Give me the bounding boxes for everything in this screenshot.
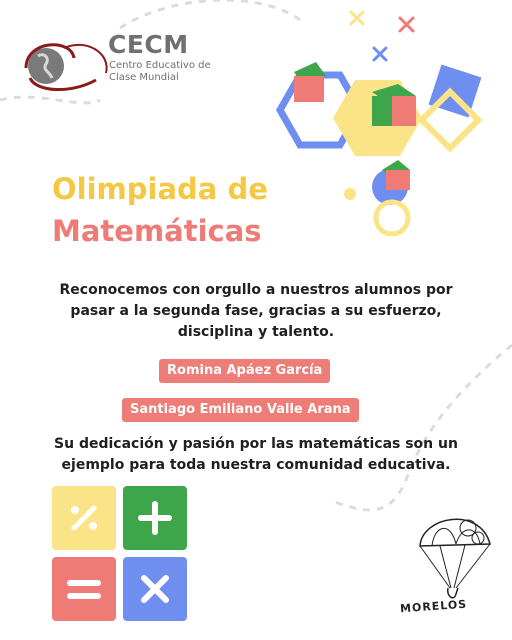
- cube-shape: [372, 84, 416, 126]
- plus-tile: [123, 486, 187, 550]
- title-line1: Olimpiada de: [52, 172, 268, 206]
- multiply-tile: [123, 557, 187, 621]
- parachute-logo-icon: [410, 506, 500, 606]
- cross-blue-icon: [374, 48, 386, 60]
- globe-logo-icon: [16, 28, 116, 98]
- cross-yellow-icon: [351, 12, 363, 24]
- equals-tile: [52, 557, 116, 621]
- brand-name: CECM: [108, 30, 189, 59]
- intro-line2: pasar a la segunda fase, gracias a su esfuerzo,: [70, 303, 442, 319]
- cube-shape: [294, 62, 326, 102]
- intro-line3: disciplina y talento.: [177, 324, 335, 340]
- circle-yellow-small-shape: [344, 188, 356, 200]
- plus-icon: [123, 486, 187, 550]
- student-name-badge: Romina Apáez García: [159, 359, 330, 383]
- equals-icon: [52, 557, 116, 621]
- diamond-shape: [429, 65, 482, 118]
- cube-shape: [382, 160, 410, 190]
- closing-line1: Su dedicación y pasión por las matemáticas son un: [54, 436, 458, 452]
- percent-icon: [52, 486, 116, 550]
- cross-coral-icon: [400, 18, 413, 31]
- brand-tagline-line1: Centro Educativo de: [109, 60, 211, 71]
- circle-yellow-ring-shape: [376, 202, 408, 234]
- multiply-icon: [123, 557, 187, 621]
- closing-line2: ejemplo para toda nuestra comunidad educativa.: [61, 457, 451, 473]
- student-name-badge: Santiago Emiliano Valle Arana: [122, 398, 359, 422]
- intro-line1: Reconocemos con orgullo a nuestros alumnos por: [59, 282, 453, 298]
- brand-tagline-line2: Clase Mundial: [109, 72, 179, 83]
- title-line2: Matemáticas: [52, 214, 262, 248]
- morelos-logo-text: MORELOS: [399, 597, 468, 616]
- percent-tile: [52, 486, 116, 550]
